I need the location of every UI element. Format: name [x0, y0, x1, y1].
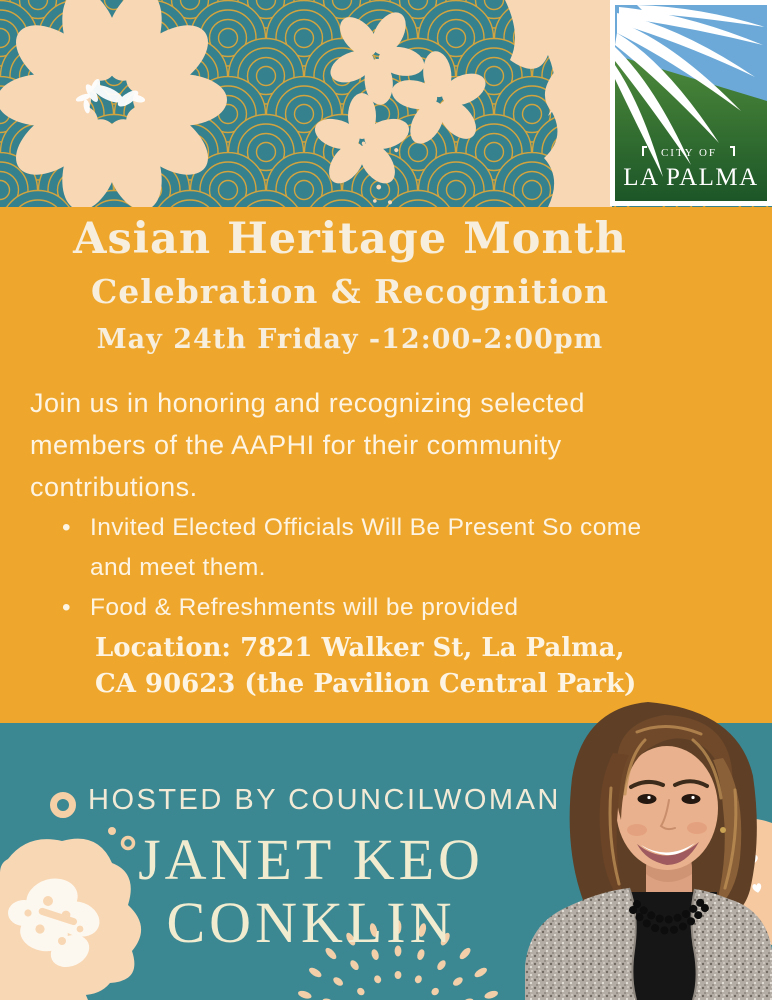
logo-city-name: LA PALMA [623, 164, 759, 191]
event-datetime: May 24th Friday -12:00-2:00pm [96, 324, 604, 355]
bullet-item [62, 588, 722, 628]
event-description [30, 382, 740, 508]
bullet-text: Food & Refreshments will be provided [90, 594, 519, 621]
bullet-marker: • [62, 514, 71, 541]
bullet-text: Invited Elected Officials Will Be Present So come and meet them. [90, 514, 642, 581]
description-line: contributions. [30, 472, 198, 502]
event-subtitle: Celebration & Recognition [90, 272, 610, 311]
councilwoman-portrait [525, 698, 772, 1000]
description-line: members of the AAPHI for their community [30, 430, 562, 460]
councilwoman-name-line2: CONKLIN [166, 890, 456, 955]
city-of-la-palma-logo [610, 0, 772, 206]
location-line: Location: 7821 Walker St, La Palma, [95, 633, 625, 663]
councilwoman-name-line1: JANET KEO [138, 827, 484, 892]
event-bullet-list [62, 508, 722, 628]
event-location [95, 630, 636, 702]
hosted-by-label: HOSTED BY COUNCILWOMAN [88, 784, 561, 816]
event-title: Asian Heritage Month [73, 214, 627, 264]
description-line: Join us in honoring and recognizing selected [30, 388, 585, 418]
bullet-item [62, 508, 722, 588]
logo-city-of: CITY OF [660, 147, 718, 159]
bullet-marker: • [62, 594, 71, 621]
location-line: CA 90623 (the Pavilion Central Park) [95, 669, 637, 699]
